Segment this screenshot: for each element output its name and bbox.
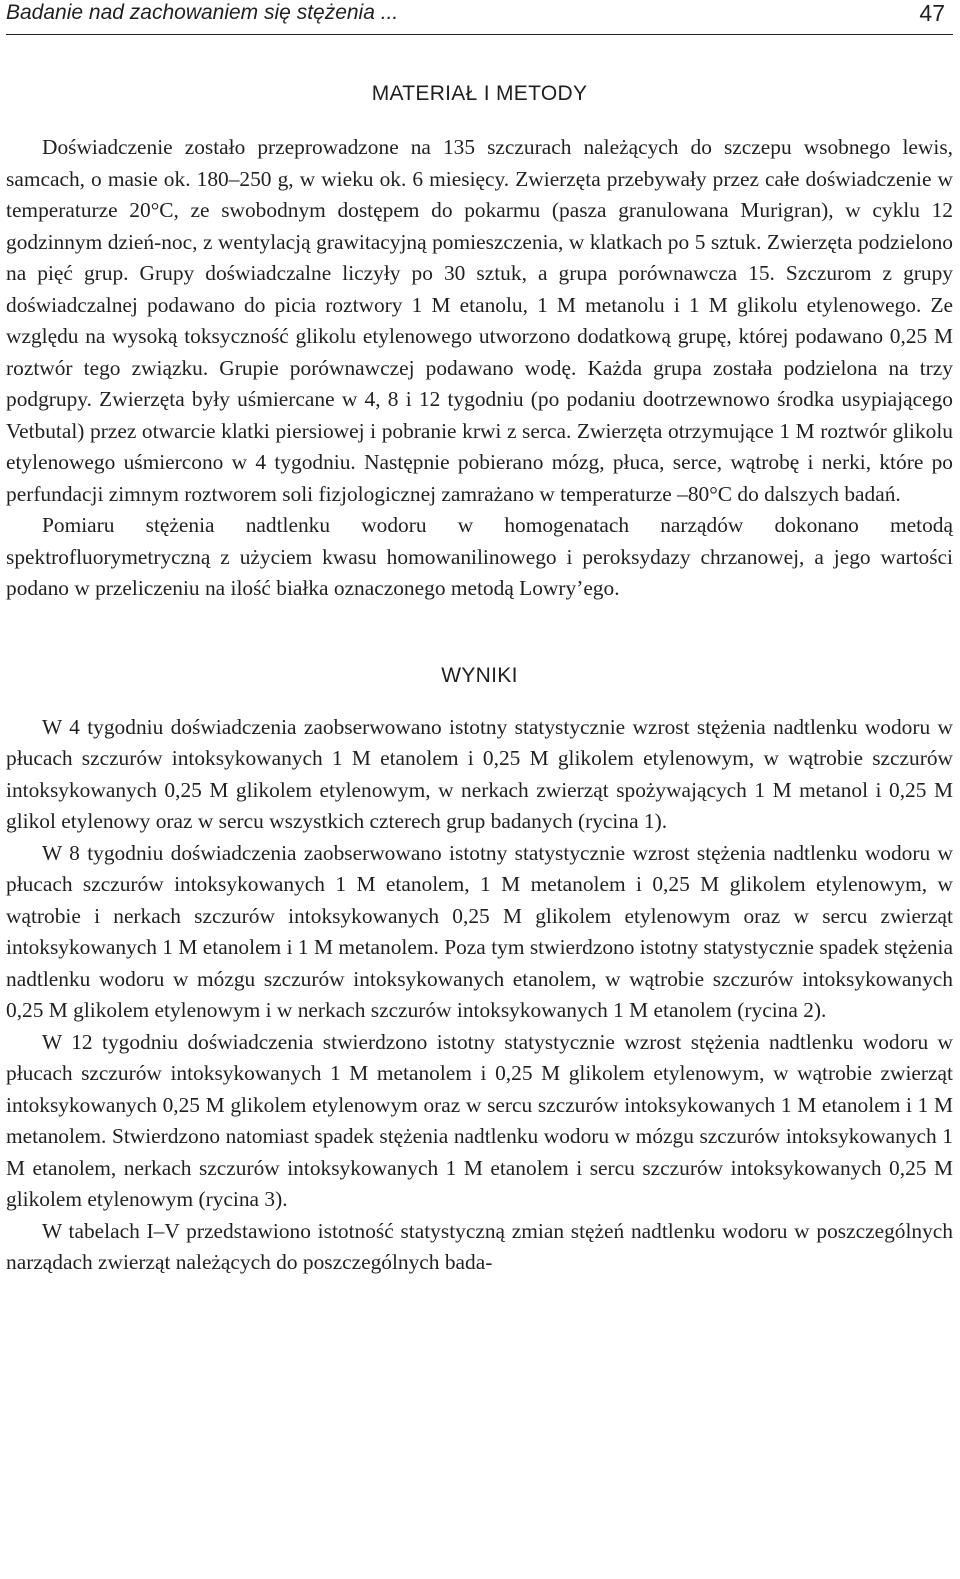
methods-paragraph: Doświadczenie zostało przeprowadzone na 135 szczurach należących do szczepu wsobnego lewis, samcach, o masie ok. 180–250 g, w wieku ok. 6 miesięcy. Zwierzęta przebywały przez całe doświadczenie w temperaturze 20°C, ze swobodnym dostępem do pokarmu (pasza granulowana Murigran), w cyklu 12 godzinnym dzień-noc, z wentylacją grawitacyjną pomieszczenia, w klatkach po 5 sztuk. Zwierzęta podzielono na pięć grup. Grupy doświadczalne liczyły po 30 sztuk, a grupa porównawcza 15. Szczurom z grupy doświadczalnej podawano do picia roztwory 1 M etanolu, 1 M metanolu i 1 M glikolu etylenowego. Ze względu na wysoką toksyczność glikolu etylenowego utworzono dodatkową grupę, której podawano 0,25 M roztwór tego związku. Grupie porównawczej podawano wodę. Każda grupa została podzielona na trzy podgrupy. Zwierzęta były uśmiercane w 4, 8 i 12 tygodniu (po podaniu dootrzewnowo środka usypiającego Vetbutal) przez otwarcie klatki piersiowej i pobranie krwi z serca. Zwierzęta otrzymujące 1 M roztwór glikolu etylenowego uśmiercono w 4 tygodniu. Następnie pobierano mózg, płuca, serce, wątrobę i nerki, które po perfundacji zimnym roztworem soli fizjologicznej zamrażano w temperaturze –80°C do dalszych badań. bbox=[6, 135, 953, 506]
results-paragraph: W 8 tygodniu doświadczenia zaobserwowano istotny statystycznie wzrost stężenia nadtlenku wodoru w płucach szczurów intoksykowanych 1 M etanolem, 1 M metanolem i 0,25 M glikolem etylenowym, w wątrobie i nerkach szczurów intoksykowanych 0,25 M glikolem etylenowym oraz w sercu zwierząt intoksykowanych 1 M etanolem i 1 M metanolem. Poza tym stwierdzono istotny statystycznie spadek stężenia nadtlenku wodoru w mózgu szczurów intoksykowanych etanolem, w wątrobie szczurów intoksykowanych 0,25 M glikolem etylenowym i w nerkach szczurów intoksykowanych 1 M etanolem (rycina 2). bbox=[6, 840, 953, 1022]
methods-paragraph: Pomiaru stężenia nadtlenku wodoru w homogenatach narządów dokonano metodą spektrofluorymetryczną z użyciem kwasu homowanilinowego i peroksydazy chrzanowej, a jego wartości podano w przeliczeniu na ilość białka oznaczonego metodą Lowry’ego. bbox=[6, 513, 953, 600]
results-paragraph: W tabelach I–V przedstawiono istotność statystyczną zmian stężeń nadtlenku wodoru w poszczególnych narządach zwierząt należących do poszczególnych bada- bbox=[6, 1218, 953, 1274]
running-head bbox=[6, 0, 953, 40]
page-number: 47 bbox=[919, 0, 945, 26]
section-heading-results: WYNIKI bbox=[441, 663, 518, 687]
results-paragraph: W 4 tygodniu doświadczenia zaobserwowano istotny statystycznie wzrost stężenia nadtlenku wodoru w płucach szczurów intoksykowanych 1 M etanolem i 0,25 M glikolem etylenowym, w wątrobie szczurów intoksykowanych 0,25 M glikolem etylenowym, w nerkach zwierząt spożywających 1 M metanol i 0,25 M glikol etylenowy oraz w sercu wszystkich czterech grup badanych (rycina 1). bbox=[6, 714, 953, 833]
results-paragraph: W 12 tygodniu doświadczenia stwierdzono istotny statystycznie wzrost stężenia nadtlenku wodoru w płucach szczurów intoksykowanych 1 M metanolem i 0,25 M glikolem etylenowym, w wątrobie zwierząt intoksykowanych 0,25 M glikolem etylenowym oraz w sercu szczurów intoksykowanych 1 M etanolem i 1 M metanolem. Stwierdzono natomiast spadek stężenia nadtlenku wodoru w mózgu szczurów intoksykowanych 1 M etanolem, nerkach szczurów intoksykowanych 1 M etanolem i sercu szczurów intoksykowanych 0,25 M glikolem etylenowym (rycina 3). bbox=[6, 1029, 953, 1211]
section-heading-methods: MATERIAŁ I METODY bbox=[371, 82, 588, 105]
running-title: Badanie nad zachowaniem się stężenia ... bbox=[6, 1, 399, 24]
header-rule bbox=[6, 34, 953, 35]
